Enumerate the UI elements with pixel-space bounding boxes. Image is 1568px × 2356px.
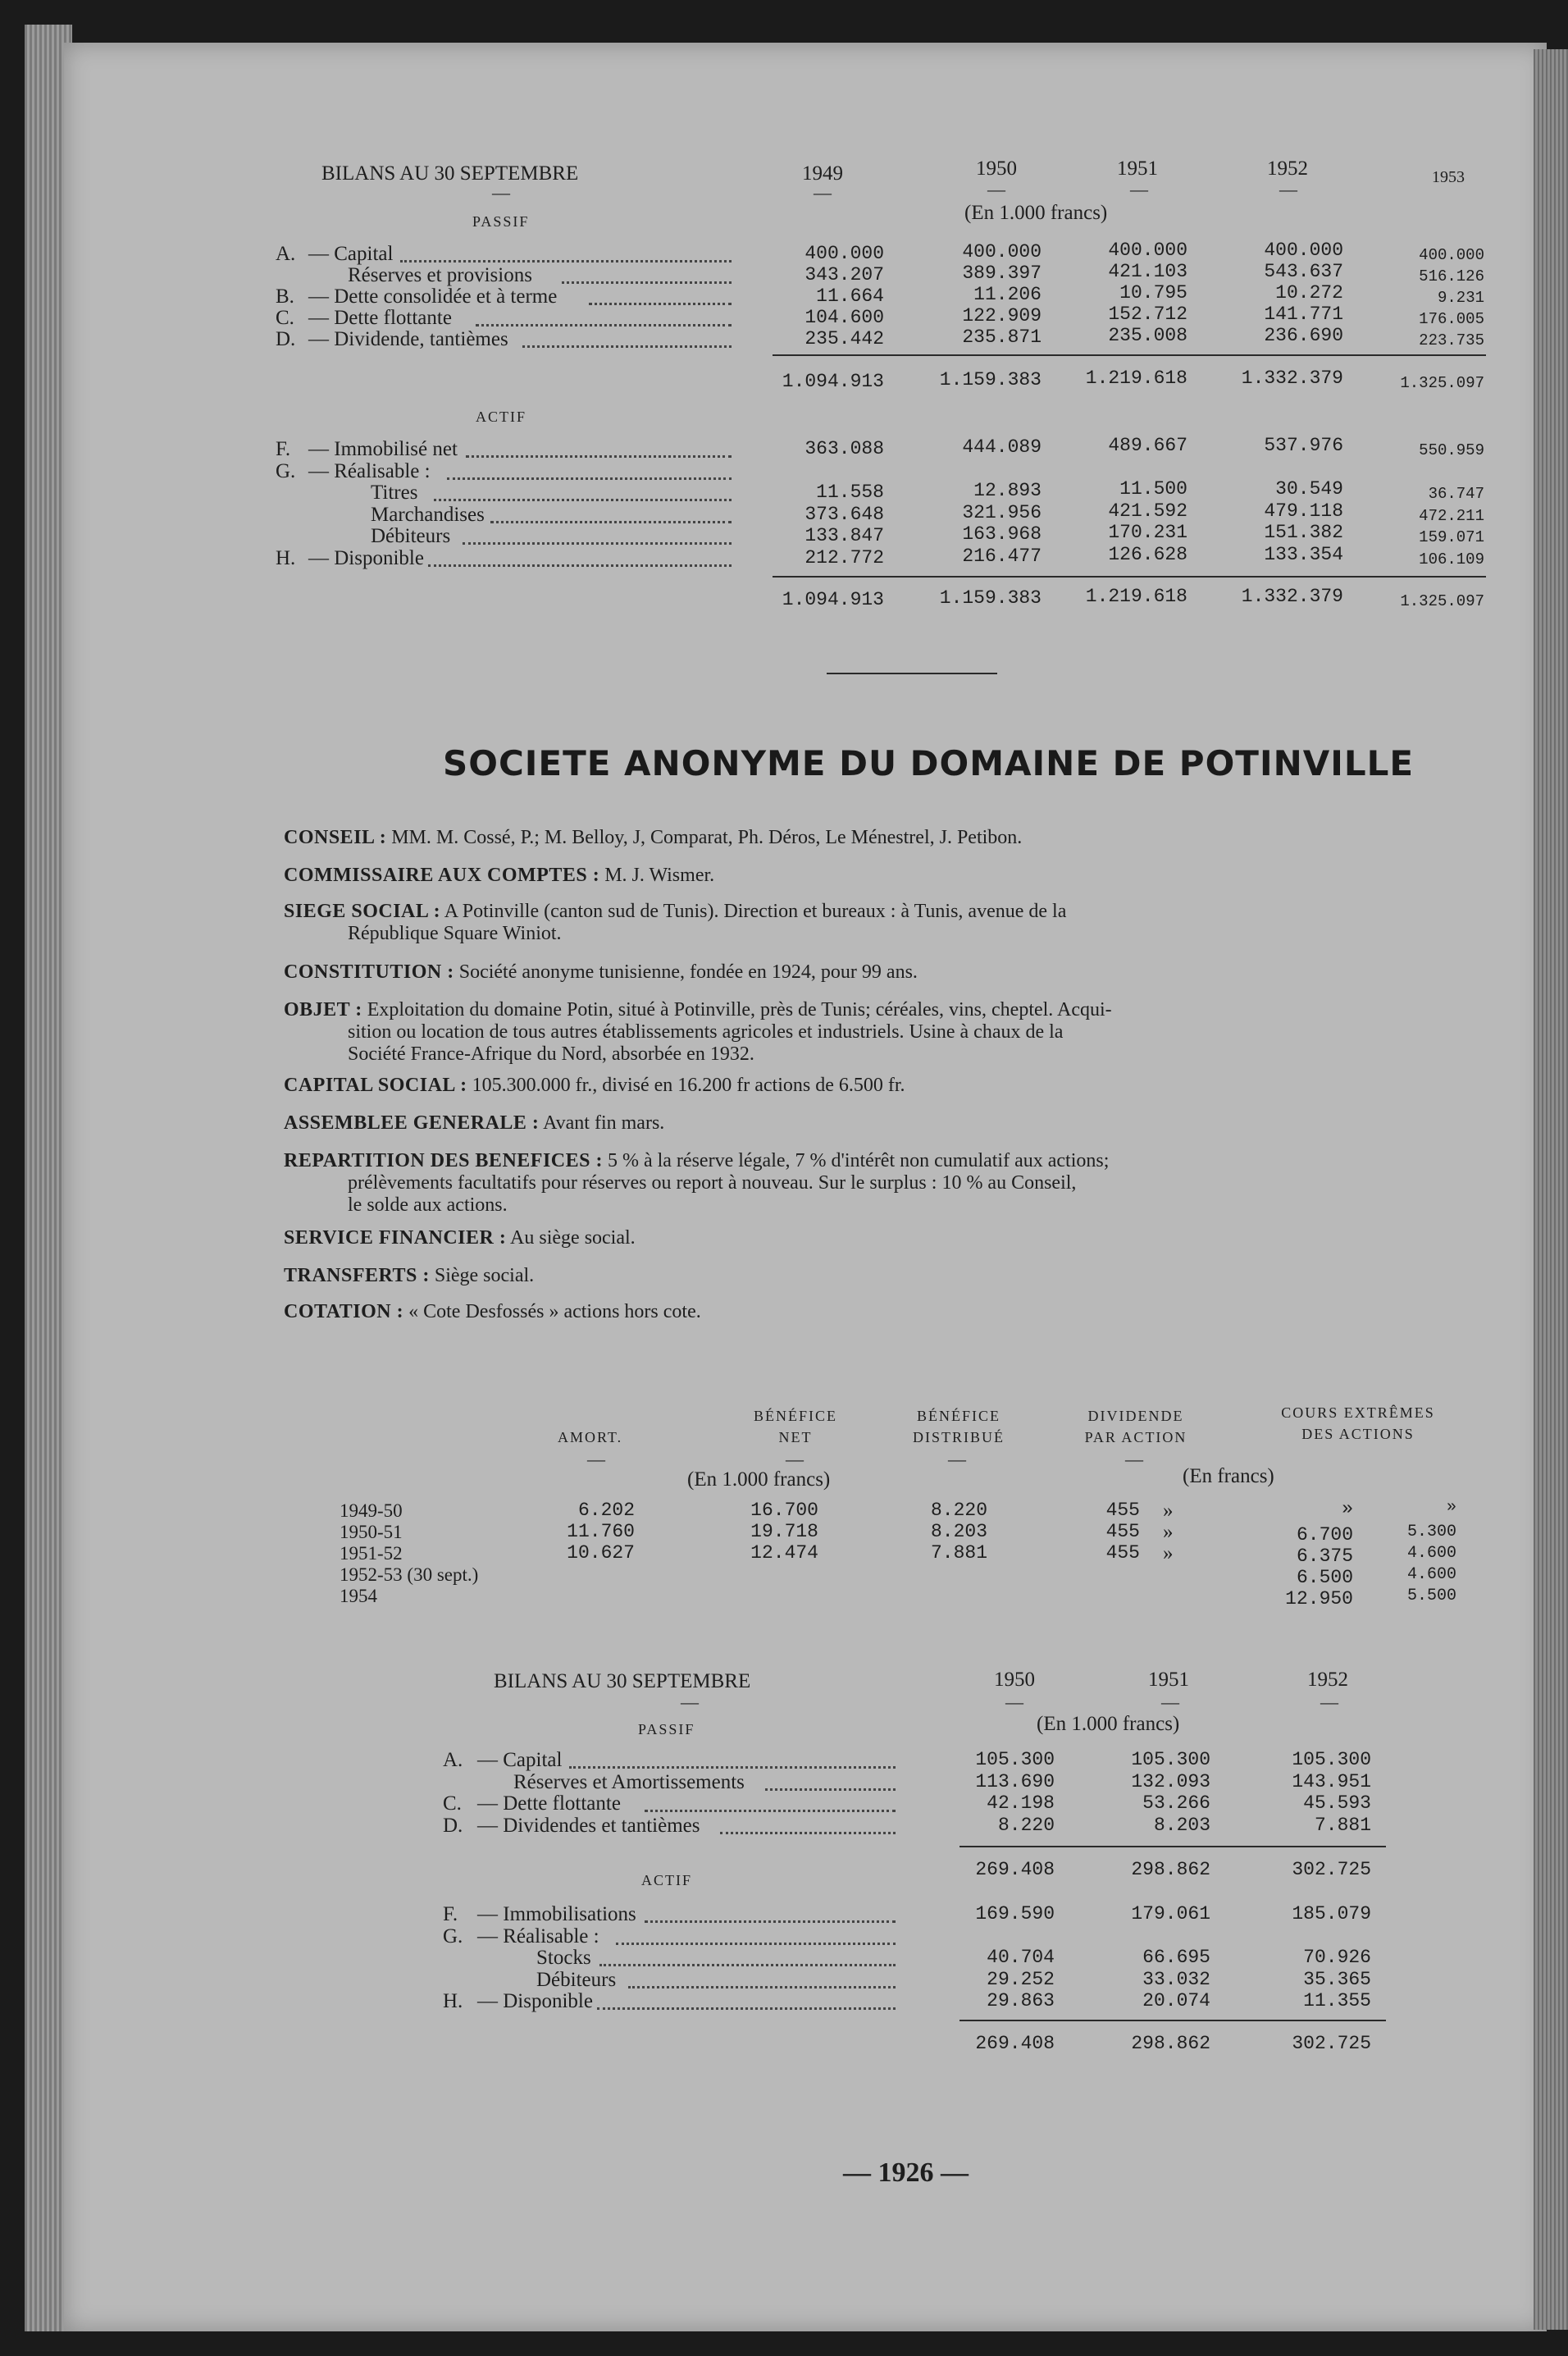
total-cell: 302.725 [1292,2033,1371,2054]
total-cell: 269.408 [975,2033,1055,2054]
result-year: 1954 [340,1586,377,1606]
result-cours-low: 4.600 [1406,1565,1456,1584]
leader-dots [597,2007,896,2010]
row-label: — Dette flottante [477,1792,621,1815]
total-cell: 302.725 [1292,1859,1371,1880]
value-cell: 8.220 [997,1814,1055,1836]
value-cell: 179.061 [1131,1903,1210,1925]
top-actif-label: ACTIF [476,409,527,425]
company-entry [284,865,1465,887]
value-cell: 106.109 [1419,550,1484,568]
leader-dots [562,281,732,284]
value-cell: 66.695 [1142,1947,1210,1968]
leader-dots [569,1766,896,1769]
row-letter: C. [443,1792,462,1815]
result-net: 16.700 [750,1500,818,1521]
value-cell: 11.664 [816,285,884,307]
result-distrib: 7.881 [930,1542,987,1564]
row-letter: F. [443,1903,458,1925]
row-label: — Immobilisé net [308,438,458,460]
total-rule [959,2020,1386,2021]
row-label: — Disponible [477,1990,593,2012]
total-cell: 1.325.097 [1400,592,1484,610]
value-cell: 489.667 [1108,435,1187,456]
row-label: — Dividende, tantièmes [308,328,508,350]
total-cell: 298.862 [1131,1859,1210,1880]
result-year: 1949-50 [340,1500,403,1521]
entry-text: Exploitation du domaine Potin, situé à Potinville, près de Tunis; céréales, vins, cheptel. Acqui- [367,999,1112,1020]
header-benef-net-2: NET [778,1429,813,1445]
value-cell: 235.008 [1108,325,1187,346]
header-benef-net-1: BÉNÉFICE [753,1408,837,1424]
page-edge [1534,49,1568,2330]
value-cell: 33.032 [1142,1968,1210,1990]
value-cell: 235.442 [805,328,884,349]
bottom-passif-label: PASSIF [638,1721,695,1737]
row-letter: F. [276,438,291,460]
leader-dots [490,521,732,523]
row-label: Marchandises [371,503,485,526]
result-year: 1951-52 [340,1543,403,1564]
title-dash: — [492,182,510,203]
company-entry [284,961,1465,984]
leader-dots [645,1920,896,1923]
row-label: — Disponible [308,546,424,569]
total-cell: 1.332.379 [1241,586,1343,607]
company-entry [284,1301,1465,1323]
year-dash: — [1279,179,1297,199]
company-title: SOCIETE ANONYME DU DOMAINE DE POTINVILLE [443,743,1415,783]
value-cell: 105.300 [975,1749,1055,1770]
row-label: — Dette consolidée et à terme [308,285,558,308]
entry-continuation: sition ou location de tous autres établissements agricoles et industriels. Usine à chaux de la [348,1021,1064,1043]
row-letter: A. [443,1749,463,1771]
leader-dots [720,1832,896,1834]
header-amort: AMORT. [558,1429,623,1445]
row-letter: C. [276,307,294,329]
value-cell: 11.355 [1303,1990,1371,2011]
value-cell: 185.079 [1292,1903,1371,1925]
results-unit-left: (En 1.000 francs) [687,1468,831,1491]
value-cell: 143.951 [1292,1770,1371,1792]
header-dividende-1: DIVIDENDE [1087,1408,1184,1424]
row-label: — Réalisable : [477,1925,599,1947]
row-letter: G. [276,459,296,482]
header-dash: — [786,1449,804,1469]
leader-dots [645,1810,896,1812]
leader-dots [447,477,732,480]
results-unit-right: (En francs) [1183,1465,1274,1487]
value-cell: 516.126 [1419,267,1484,285]
top-year-1949: 1949 [802,162,843,185]
company-entry [284,1265,1465,1287]
result-dividend-sign: » [1163,1521,1174,1543]
leader-dots [434,499,732,501]
leader-dots [428,564,732,567]
total-cell: 1.332.379 [1241,368,1343,389]
value-cell: 163.968 [962,523,1042,545]
result-distrib: 8.220 [930,1500,987,1521]
row-label: Titres [371,482,418,504]
leader-dots [522,345,732,348]
entry-key: REPARTITION DES BENEFICES : [284,1150,603,1171]
entry-key: COTATION : [284,1301,404,1322]
entry-text: Siège social. [434,1265,535,1286]
entry-text: « Cote Desfossés » actions hors cote. [408,1301,701,1322]
value-cell: 537.976 [1264,435,1343,456]
entry-text: 5 % à la réserve légale, 7 % d'intérêt non cumulatif aux actions; [607,1150,1110,1171]
result-amort: 6.202 [577,1500,635,1521]
header-dividende-2: PAR ACTION [1084,1429,1187,1445]
value-cell: 479.118 [1264,500,1343,522]
value-cell: 53.266 [1142,1792,1210,1814]
value-cell: 12.893 [973,480,1042,501]
value-cell: 543.637 [1264,261,1343,282]
entry-key: TRANSFERTS : [284,1265,430,1286]
value-cell: 421.103 [1108,261,1187,282]
company-entry [284,1075,1465,1097]
value-cell: 10.272 [1275,282,1343,304]
bottom-unit: (En 1.000 francs) [1037,1713,1180,1735]
value-cell: 472.211 [1419,506,1484,525]
value-cell: 8.203 [1153,1814,1210,1836]
header-dash: — [948,1449,966,1469]
leader-dots [616,1943,896,1945]
row-letter: G. [443,1925,463,1947]
bottom-year-1951: 1951 [1148,1669,1189,1691]
company-entry [284,999,1465,1066]
company-entry [284,827,1465,849]
leader-dots [628,1986,896,1988]
result-cours-low: 5.500 [1406,1587,1456,1605]
row-label: Débiteurs [371,525,451,547]
header-cours-2: DES ACTIONS [1301,1426,1415,1442]
year-dash: — [1320,1692,1338,1712]
result-cours-high: 6.500 [1296,1567,1353,1588]
result-cours-low: 4.600 [1406,1544,1456,1563]
header-dash: — [587,1449,605,1469]
value-cell: 321.956 [962,501,1042,523]
top-year-1951: 1951 [1117,158,1158,180]
row-letter: A. [276,243,296,265]
value-cell: 133.847 [805,525,884,546]
result-cours-high: 6.375 [1296,1546,1353,1567]
value-cell: 176.005 [1419,310,1484,328]
total-cell: 298.862 [1131,2033,1210,2054]
top-year-1952: 1952 [1267,158,1308,180]
total-rule [959,1846,1386,1847]
result-dividend: 455 [1105,1542,1140,1564]
value-cell: 122.909 [962,305,1042,326]
result-cours-high: 6.700 [1296,1524,1353,1546]
total-cell: 269.408 [975,1859,1055,1880]
value-cell: 421.592 [1108,500,1187,522]
value-cell: 159.071 [1419,528,1484,546]
row-label: Réserves et provisions [348,264,532,286]
header-benef-distrib-2: DISTRIBUÉ [913,1429,1005,1445]
value-cell: 29.863 [987,1990,1055,2011]
entry-text: A Potinville (canton sud de Tunis). Direction et bureaux : à Tunis, avenue de la [444,901,1067,922]
value-cell: 170.231 [1108,522,1187,543]
value-cell: 169.590 [975,1903,1055,1925]
value-cell: 152.712 [1108,304,1187,325]
value-cell: 35.365 [1303,1968,1371,1990]
total-cell: 1.219.618 [1085,368,1187,389]
entry-text: 105.300.000 fr., divisé en 16.200 fr actions de 6.500 fr. [472,1075,905,1096]
top-year-1950: 1950 [976,158,1017,180]
entry-key: CONSTITUTION : [284,961,454,983]
value-cell: 105.300 [1292,1749,1371,1770]
row-label: — Capital [308,243,394,265]
value-cell: 141.771 [1264,304,1343,325]
value-cell: 9.231 [1437,289,1484,307]
value-cell: 105.300 [1131,1749,1210,1770]
entry-continuation: République Square Winiot. [348,923,562,944]
value-cell: 42.198 [987,1792,1055,1814]
value-cell: 550.959 [1419,441,1484,459]
value-cell: 126.628 [1108,543,1187,565]
section-divider [827,673,997,674]
result-dividend: 455 [1105,1521,1140,1542]
result-cours-high: 12.950 [1285,1588,1353,1609]
result-year: 1950-51 [340,1522,403,1542]
total-cell: 1.325.097 [1400,374,1484,392]
header-dash: — [1125,1449,1143,1469]
total-cell: 1.159.383 [939,587,1042,609]
entry-text: M. J. Wismer. [604,865,715,886]
value-cell: 113.690 [975,1770,1055,1792]
top-passif-label: PASSIF [472,213,530,230]
row-label: Stocks [536,1947,591,1969]
value-cell: 212.772 [805,546,884,568]
value-cell: 20.074 [1142,1990,1210,2011]
value-cell: 7.881 [1314,1814,1371,1836]
total-cell: 1.094.913 [782,589,884,610]
entry-continuation: prélèvements facultatifs pour réserves ou report à nouveau. Sur le surplus : 10 % au Conseil, [348,1172,1077,1194]
top-year-1953: 1953 [1432,168,1465,186]
entry-key: SIEGE SOCIAL : [284,901,441,922]
row-label: Réserves et Amortissements [513,1770,745,1793]
value-cell: 11.206 [973,284,1042,305]
row-letter: D. [276,328,296,350]
leader-dots [599,1964,896,1966]
year-dash: — [814,182,832,203]
leader-dots [466,455,732,458]
result-amort: 10.627 [567,1542,635,1564]
bottom-actif-label: ACTIF [641,1872,693,1888]
value-cell: 236.690 [1264,325,1343,346]
entry-key: OBJET : [284,999,362,1020]
value-cell: 235.871 [962,326,1042,348]
value-cell: 11.500 [1119,478,1187,500]
row-letter: D. [443,1814,463,1837]
bottom-year-1950: 1950 [994,1669,1035,1691]
year-dash: — [1130,179,1148,199]
row-label: — Dividendes et tantièmes [477,1814,700,1837]
value-cell: 104.600 [805,307,884,328]
value-cell: 389.397 [962,263,1042,284]
company-entry [284,1112,1465,1135]
row-label: Débiteurs [536,1968,617,1991]
value-cell: 10.795 [1119,282,1187,304]
row-label: — Capital [477,1749,563,1771]
value-cell: 373.648 [805,503,884,525]
leader-dots [463,542,732,545]
bottom-table-title: BILANS AU 30 SEPTEMBRE [494,1670,751,1692]
leader-dots [400,260,732,263]
company-entry [284,1150,1465,1217]
bottom-year-1952: 1952 [1307,1669,1348,1691]
top-unit: (En 1.000 francs) [964,202,1108,224]
leader-dots [765,1788,896,1791]
entry-continuation: Société France-Afrique du Nord, absorbée en 1932. [348,1043,754,1065]
value-cell: 132.093 [1131,1770,1210,1792]
entry-text: Avant fin mars. [543,1112,665,1134]
value-cell: 36.747 [1428,485,1484,503]
result-year: 1952-53 (30 sept.) [340,1564,479,1585]
row-letter: H. [276,546,296,569]
header-cours-1: COURS EXTRÊMES [1281,1404,1435,1421]
row-label: — Dette flottante [308,307,452,329]
value-cell: 343.207 [805,264,884,285]
entry-key: ASSEMBLEE GENERALE : [284,1112,540,1134]
row-label: — Immobilisations [477,1903,636,1925]
entry-key: CONSEIL : [284,827,387,848]
row-letter: H. [443,1990,463,2012]
entry-text: Société anonyme tunisienne, fondée en 1924, pour 99 ans. [458,961,918,983]
result-dividend-sign: » [1163,1542,1174,1564]
entry-continuation: le solde aux actions. [348,1194,508,1216]
value-cell: 216.477 [962,545,1042,567]
total-rule [773,576,1486,578]
entry-text: Au siège social. [510,1227,636,1249]
result-net: 19.718 [750,1521,818,1542]
title-dash: — [681,1692,699,1712]
value-cell: 151.382 [1264,522,1343,543]
row-label: — Réalisable : [308,459,431,482]
result-cours-low: 5.300 [1406,1523,1456,1541]
result-dividend: 455 [1105,1500,1140,1521]
result-dividend-sign: » [1163,1500,1174,1522]
value-cell: 400.000 [1419,246,1484,264]
entry-key: CAPITAL SOCIAL : [284,1075,467,1096]
year-dash: — [1005,1692,1023,1712]
company-entry [284,901,1465,945]
leader-dots [589,303,732,305]
company-entry [284,1227,1465,1249]
total-cell: 1.159.383 [939,369,1042,390]
value-cell: 29.252 [987,1968,1055,1990]
value-cell: 400.000 [805,243,884,264]
row-letter: B. [276,285,294,308]
page-number: — 1926 — [843,2157,969,2188]
entry-key: COMMISSAIRE AUX COMPTES : [284,865,600,886]
leader-dots [476,324,732,326]
entry-text: MM. M. Cossé, P.; M. Belloy, J, Comparat, Ph. Déros, Le Ménestrel, J. Petibon. [391,827,1023,848]
value-cell: 223.735 [1419,331,1484,349]
value-cell: 363.088 [805,438,884,459]
year-dash: — [1161,1692,1179,1712]
value-cell: 400.000 [1108,240,1187,261]
total-rule [773,354,1486,356]
result-cours-high: » [1342,1498,1353,1519]
result-cours-low: » [1446,1498,1456,1517]
value-cell: 30.549 [1275,478,1343,500]
value-cell: 11.558 [816,482,884,503]
result-net: 12.474 [750,1542,818,1564]
header-benef-distrib-1: BÉNÉFICE [916,1408,1001,1424]
value-cell: 400.000 [1264,240,1343,261]
value-cell: 40.704 [987,1947,1055,1968]
entry-key: SERVICE FINANCIER : [284,1227,507,1249]
value-cell: 133.354 [1264,543,1343,565]
result-distrib: 8.203 [930,1521,987,1542]
value-cell: 45.593 [1303,1792,1371,1814]
value-cell: 444.089 [962,436,1042,458]
total-cell: 1.219.618 [1085,586,1187,607]
result-amort: 11.760 [567,1521,635,1542]
value-cell: 70.926 [1303,1947,1371,1968]
total-cell: 1.094.913 [782,371,884,392]
value-cell: 400.000 [962,241,1042,263]
year-dash: — [987,179,1005,199]
top-table-title: BILANS AU 30 SEPTEMBRE [321,162,579,185]
